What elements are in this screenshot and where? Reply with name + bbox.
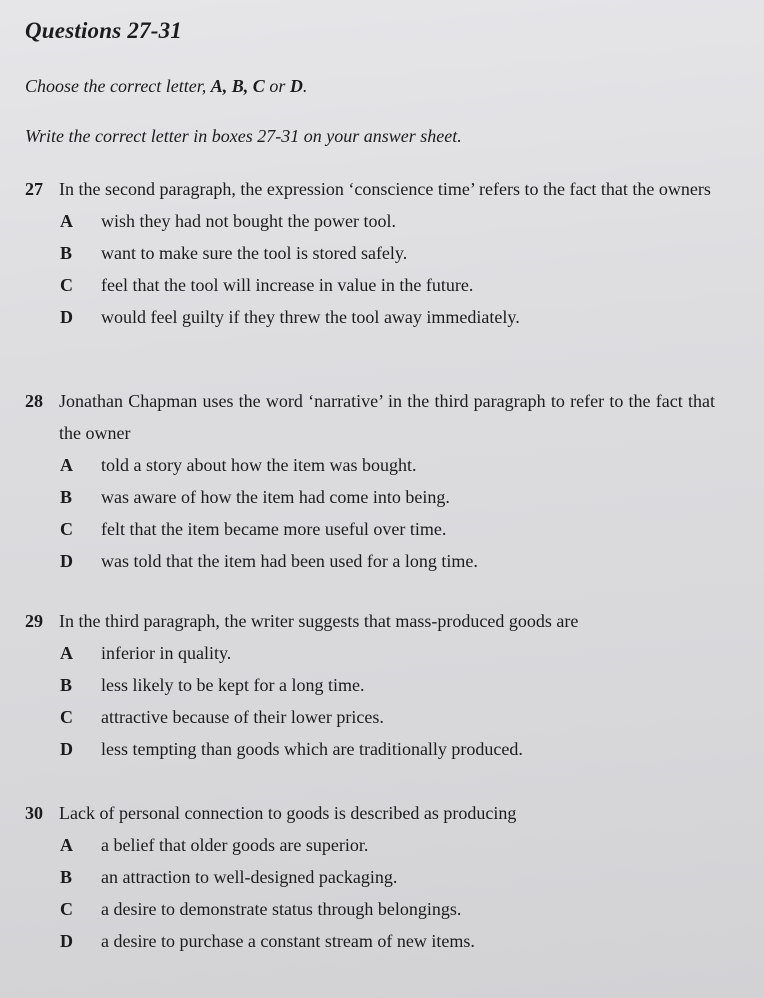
option-text: wish they had not bought the power tool.: [101, 211, 396, 231]
option-letter: C: [60, 275, 73, 295]
option-text: attractive because of their lower prices.: [101, 707, 384, 727]
option-text: told a story about how the item was bought.: [101, 455, 417, 475]
option-letter: B: [60, 867, 73, 887]
option-letter: D: [60, 739, 73, 759]
question-stem: [25, 797, 715, 829]
option-a: [25, 205, 715, 237]
option-letter: A: [60, 211, 73, 231]
option-letter: D: [60, 307, 73, 327]
reverse-side-show-through: [720, 30, 724, 48]
option-letter: D: [60, 931, 73, 951]
option-d: [25, 733, 715, 765]
option-a: [25, 449, 715, 481]
instruction-choose-letter: [25, 76, 307, 97]
question-27: [25, 173, 715, 333]
option-text: feel that the tool will increase in value in the future.: [101, 275, 474, 295]
option-d: [25, 301, 715, 333]
instruction-last-letter: D: [289, 76, 303, 96]
instruction-prefix: Choose the correct letter,: [25, 76, 211, 96]
option-text: was told that the item had been used for a long time.: [101, 551, 478, 571]
option-letter: A: [60, 835, 73, 855]
option-letter: D: [60, 551, 73, 571]
option-text: want to make sure the tool is stored safely.: [101, 243, 408, 263]
option-d: [25, 545, 715, 577]
option-b: [25, 669, 715, 701]
option-letter: C: [60, 519, 73, 539]
instruction-or: or: [264, 76, 290, 96]
question-number: 29: [25, 611, 43, 631]
question-stem: [25, 385, 715, 449]
option-letter: A: [60, 455, 73, 475]
option-text: would feel guilty if they threw the tool away immediately.: [101, 307, 520, 327]
option-text: less tempting than goods which are traditionally produced.: [101, 739, 523, 759]
option-b: [25, 237, 715, 269]
option-text: a desire to demonstrate status through belongings.: [101, 899, 462, 919]
option-letter: C: [60, 707, 73, 727]
option-letter: A: [60, 643, 73, 663]
option-b: [25, 481, 715, 513]
option-letter: C: [60, 899, 73, 919]
option-text: was aware of how the item had come into being.: [101, 487, 450, 507]
question-number: 27: [25, 179, 43, 199]
option-text: a belief that older goods are superior.: [101, 835, 369, 855]
question-number: 28: [25, 391, 43, 411]
option-text: less likely to be kept for a long time.: [101, 675, 365, 695]
option-c: [25, 269, 715, 301]
option-letter: B: [60, 487, 73, 507]
question-stem: [25, 605, 715, 637]
option-letter: B: [60, 675, 73, 695]
option-text: felt that the item became more useful over time.: [101, 519, 447, 539]
option-b: [25, 861, 715, 893]
question-29: [25, 605, 715, 765]
question-28: [25, 385, 715, 577]
option-d: [25, 925, 715, 957]
question-number: 30: [25, 803, 43, 823]
option-a: [25, 637, 715, 669]
instruction-period: .: [302, 76, 308, 96]
instruction-answer-sheet: Write the correct letter in boxes 27-31 on your answer sheet.: [25, 126, 462, 146]
option-c: [25, 513, 715, 545]
option-text: a desire to purchase a constant stream of new items.: [101, 931, 475, 951]
instruction-letters: A, B, C: [210, 76, 265, 96]
question-text: In the third paragraph, the writer suggests that mass-produced goods are: [59, 611, 579, 631]
option-a: [25, 829, 715, 861]
question-stem: [25, 173, 715, 205]
option-text: inferior in quality.: [101, 643, 232, 663]
question-text: Jonathan Chapman uses the word ‘narrative’ in the third paragraph to refer to the fact that the owner: [59, 391, 715, 443]
questions-heading: Questions 27-31: [25, 18, 182, 43]
option-letter: B: [60, 243, 73, 263]
option-c: [25, 701, 715, 733]
option-text: an attraction to well-designed packaging.: [101, 867, 398, 887]
question-30: [25, 797, 715, 957]
question-text: In the second paragraph, the expression ‘conscience time’ refers to the fact that the owners: [59, 179, 711, 199]
question-text: Lack of personal connection to goods is described as producing: [59, 803, 517, 823]
option-c: [25, 893, 715, 925]
